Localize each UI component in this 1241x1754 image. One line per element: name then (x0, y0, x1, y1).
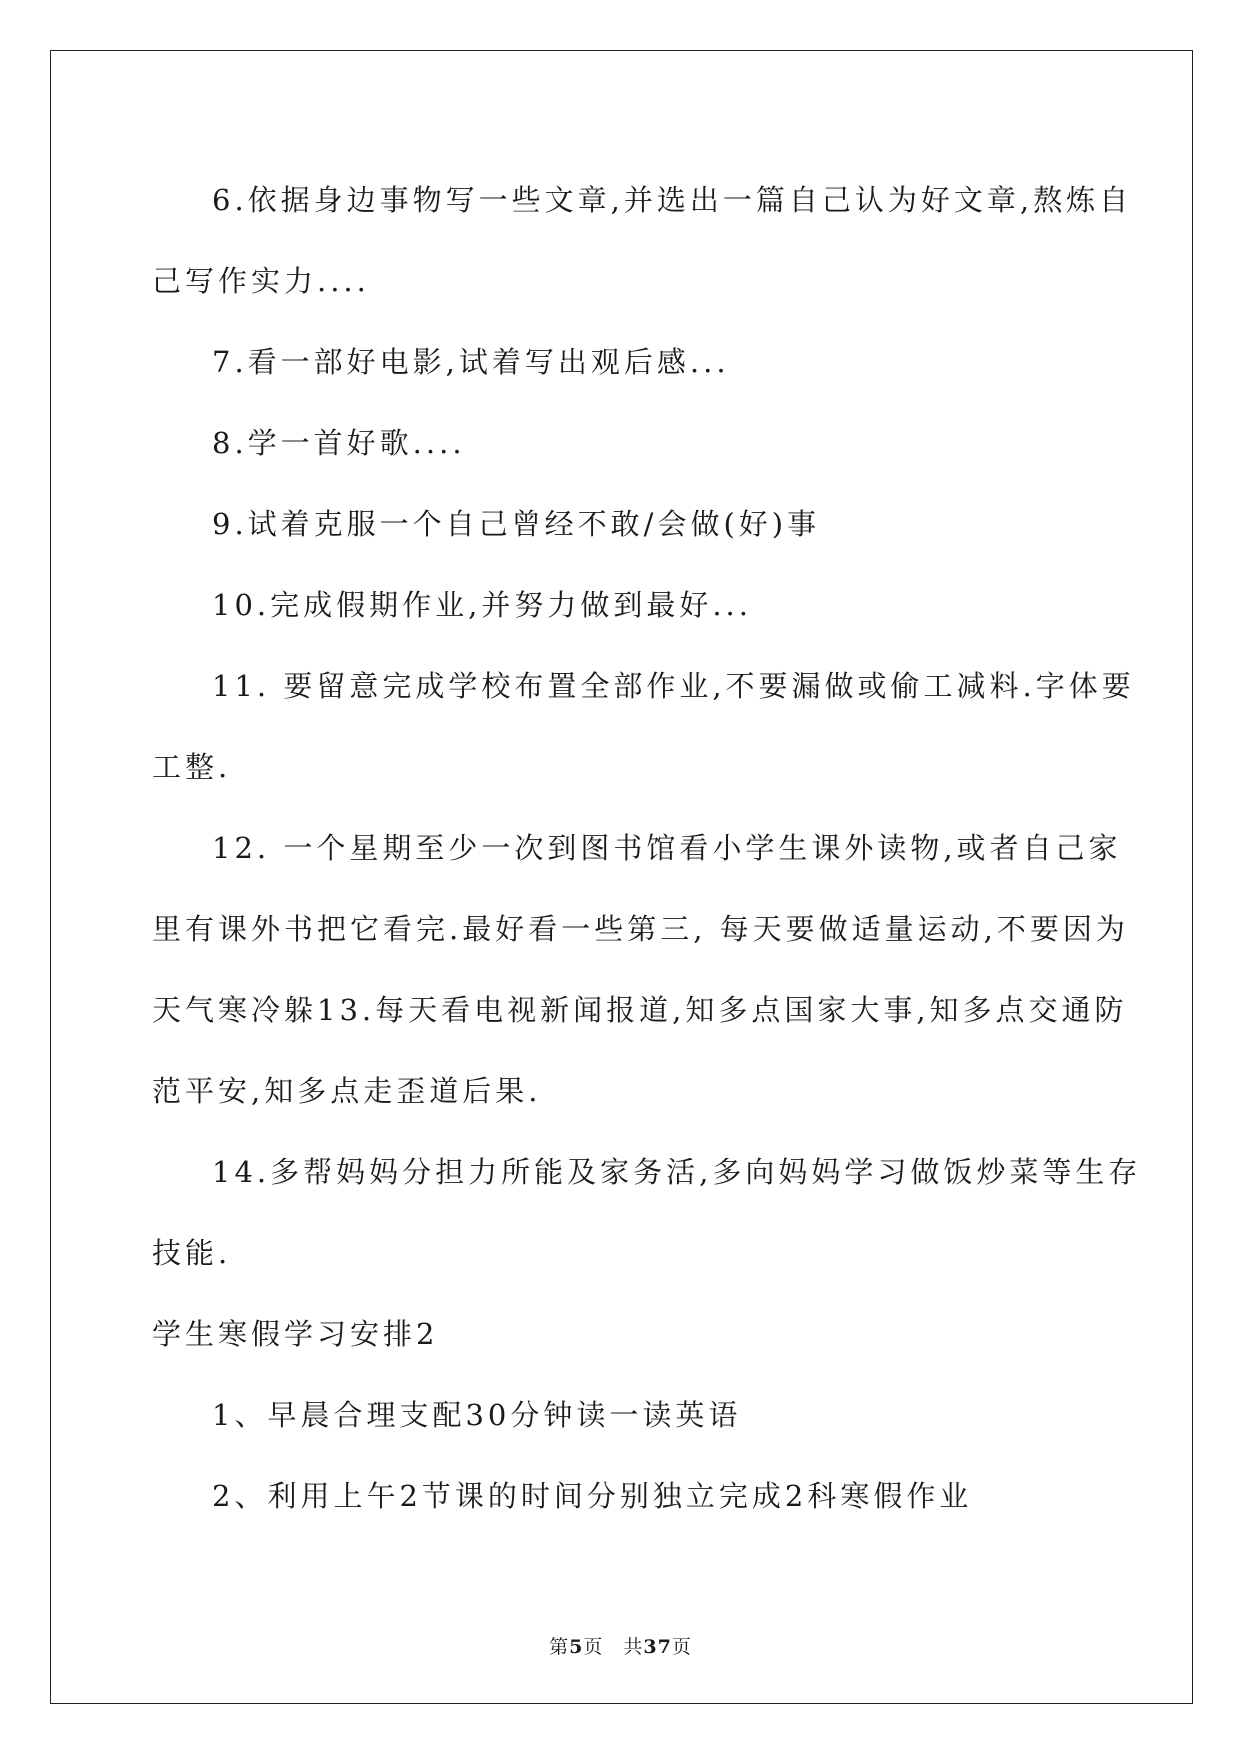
paragraph-line: 14.多帮妈妈分担力所能及家务活,多向妈妈学习做饭炒菜等生存 (212, 1155, 1142, 1189)
page-number: 5 (569, 1636, 584, 1658)
paragraph-line: 天气寒冷躲13.每天看电视新闻报道,知多点国家大事,知多点交通防 (152, 993, 1128, 1027)
paragraph-line: 10.完成假期作业,并努力做到最好... (212, 588, 752, 622)
document-body (152, 160, 1142, 1537)
paragraph-line: 技能. (152, 1236, 232, 1270)
paragraph-line: 11. 要留意完成学校布置全部作业,不要漏做或偷工减料.字体要 (212, 669, 1135, 703)
paragraph-line: 12. 一个星期至少一次到图书馆看小学生课外读物,或者自己家 (212, 831, 1122, 865)
page-total: 37 (643, 1636, 672, 1658)
paragraph-line: 6.依据身边事物写一些文章,并选出一篇自己认为好文章,熬炼自 (212, 183, 1133, 217)
list-item: 2、利用上午2节课的时间分别独立完成2科寒假作业 (212, 1479, 973, 1513)
paragraph-line: 7.看一部好电影,试着写出观后感... (212, 345, 730, 379)
list-item: 1、早晨合理支配30分钟读一读英语 (212, 1398, 742, 1432)
paragraph-line: 9.试着克服一个自己曾经不敢/会做(好)事 (212, 507, 821, 541)
footer-suffix: 页 (671, 1636, 692, 1658)
page-footer (0, 1632, 1241, 1659)
paragraph-line: 范平安,知多点走歪道后果. (152, 1074, 542, 1108)
paragraph-line: 8.学一首好歌.... (212, 426, 466, 460)
section-title: 学生寒假学习安排2 (152, 1317, 439, 1351)
paragraph-line: 己写作实力.... (152, 264, 370, 298)
footer-middle: 页 共 (583, 1636, 644, 1658)
footer-prefix: 第 (549, 1636, 570, 1658)
paragraph-line: 工整. (152, 750, 232, 784)
paragraph-line: 里有课外书把它看完.最好看一些第三, 每天要做适量运动,不要因为 (152, 912, 1129, 946)
